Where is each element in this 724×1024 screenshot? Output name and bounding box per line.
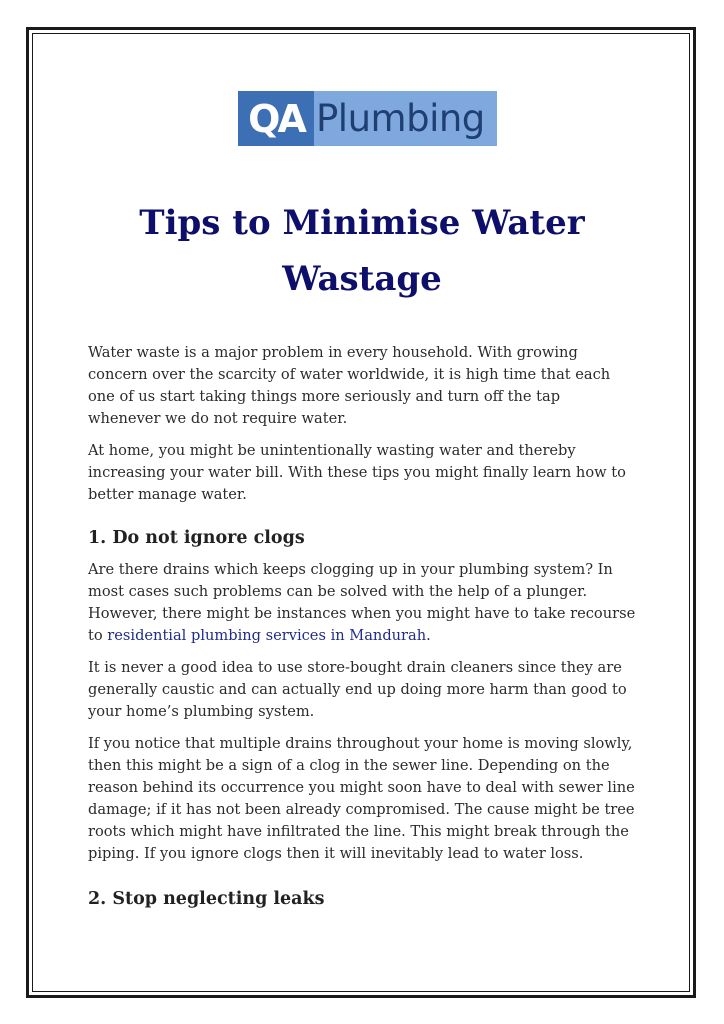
section-1-paragraph-1: [88, 559, 636, 647]
section-1-paragraph-3: If you notice that multiple drains throughout your home is moving slowly, then this might be a sign of a clog in the sewer line. Depending on the reason behind its occurrence you might soon have to deal with sewer line damage; if it has not been already compromised. The cause might be tree roots which might have infiltrated the line. This might break through the piping. If you ignore clogs then it will inevitably lead to water loss.: [88, 735, 635, 862]
section-1-paragraph-1-text: Are there drains which keeps clogging up in your plumbing system? In most cases such problems can be solved with the help of a plunger. However, there might be instances when you might have to take recourse to: [88, 561, 636, 644]
section-1-heading: 1. Do not ignore clogs: [88, 528, 305, 548]
page-title-line-1: Tips to Minimise Water: [139, 203, 585, 243]
section-1-paragraph-1-end: .: [426, 627, 431, 644]
page-title-line-2: Wastage: [282, 259, 442, 299]
residential-plumbing-link[interactable]: residential plumbing services in Mandurah: [107, 627, 427, 644]
logo-mark: QA: [238, 91, 314, 146]
page-title: [80, 195, 644, 307]
company-logo: [238, 91, 497, 146]
logo-wordmark: Plumbing: [314, 91, 497, 146]
intro-paragraph-1: Water waste is a major problem in every household. With growing concern over the scarcity of water worldwide, it is high time that each one of us start taking things more seriously and turn off the tap whenever we do not require water.: [88, 344, 611, 427]
section-1-paragraph-2: It is never a good idea to use store-bought drain cleaners since they are generally caustic and can actually end up doing more harm than good to your home’s plumbing system.: [88, 659, 627, 720]
intro-paragraph-2: At home, you might be unintentionally wasting water and thereby increasing your water bill. With these tips you might finally learn how to better manage water.: [88, 442, 626, 503]
section-2-heading: 2. Stop neglecting leaks: [88, 889, 325, 909]
article-body: [88, 342, 636, 920]
